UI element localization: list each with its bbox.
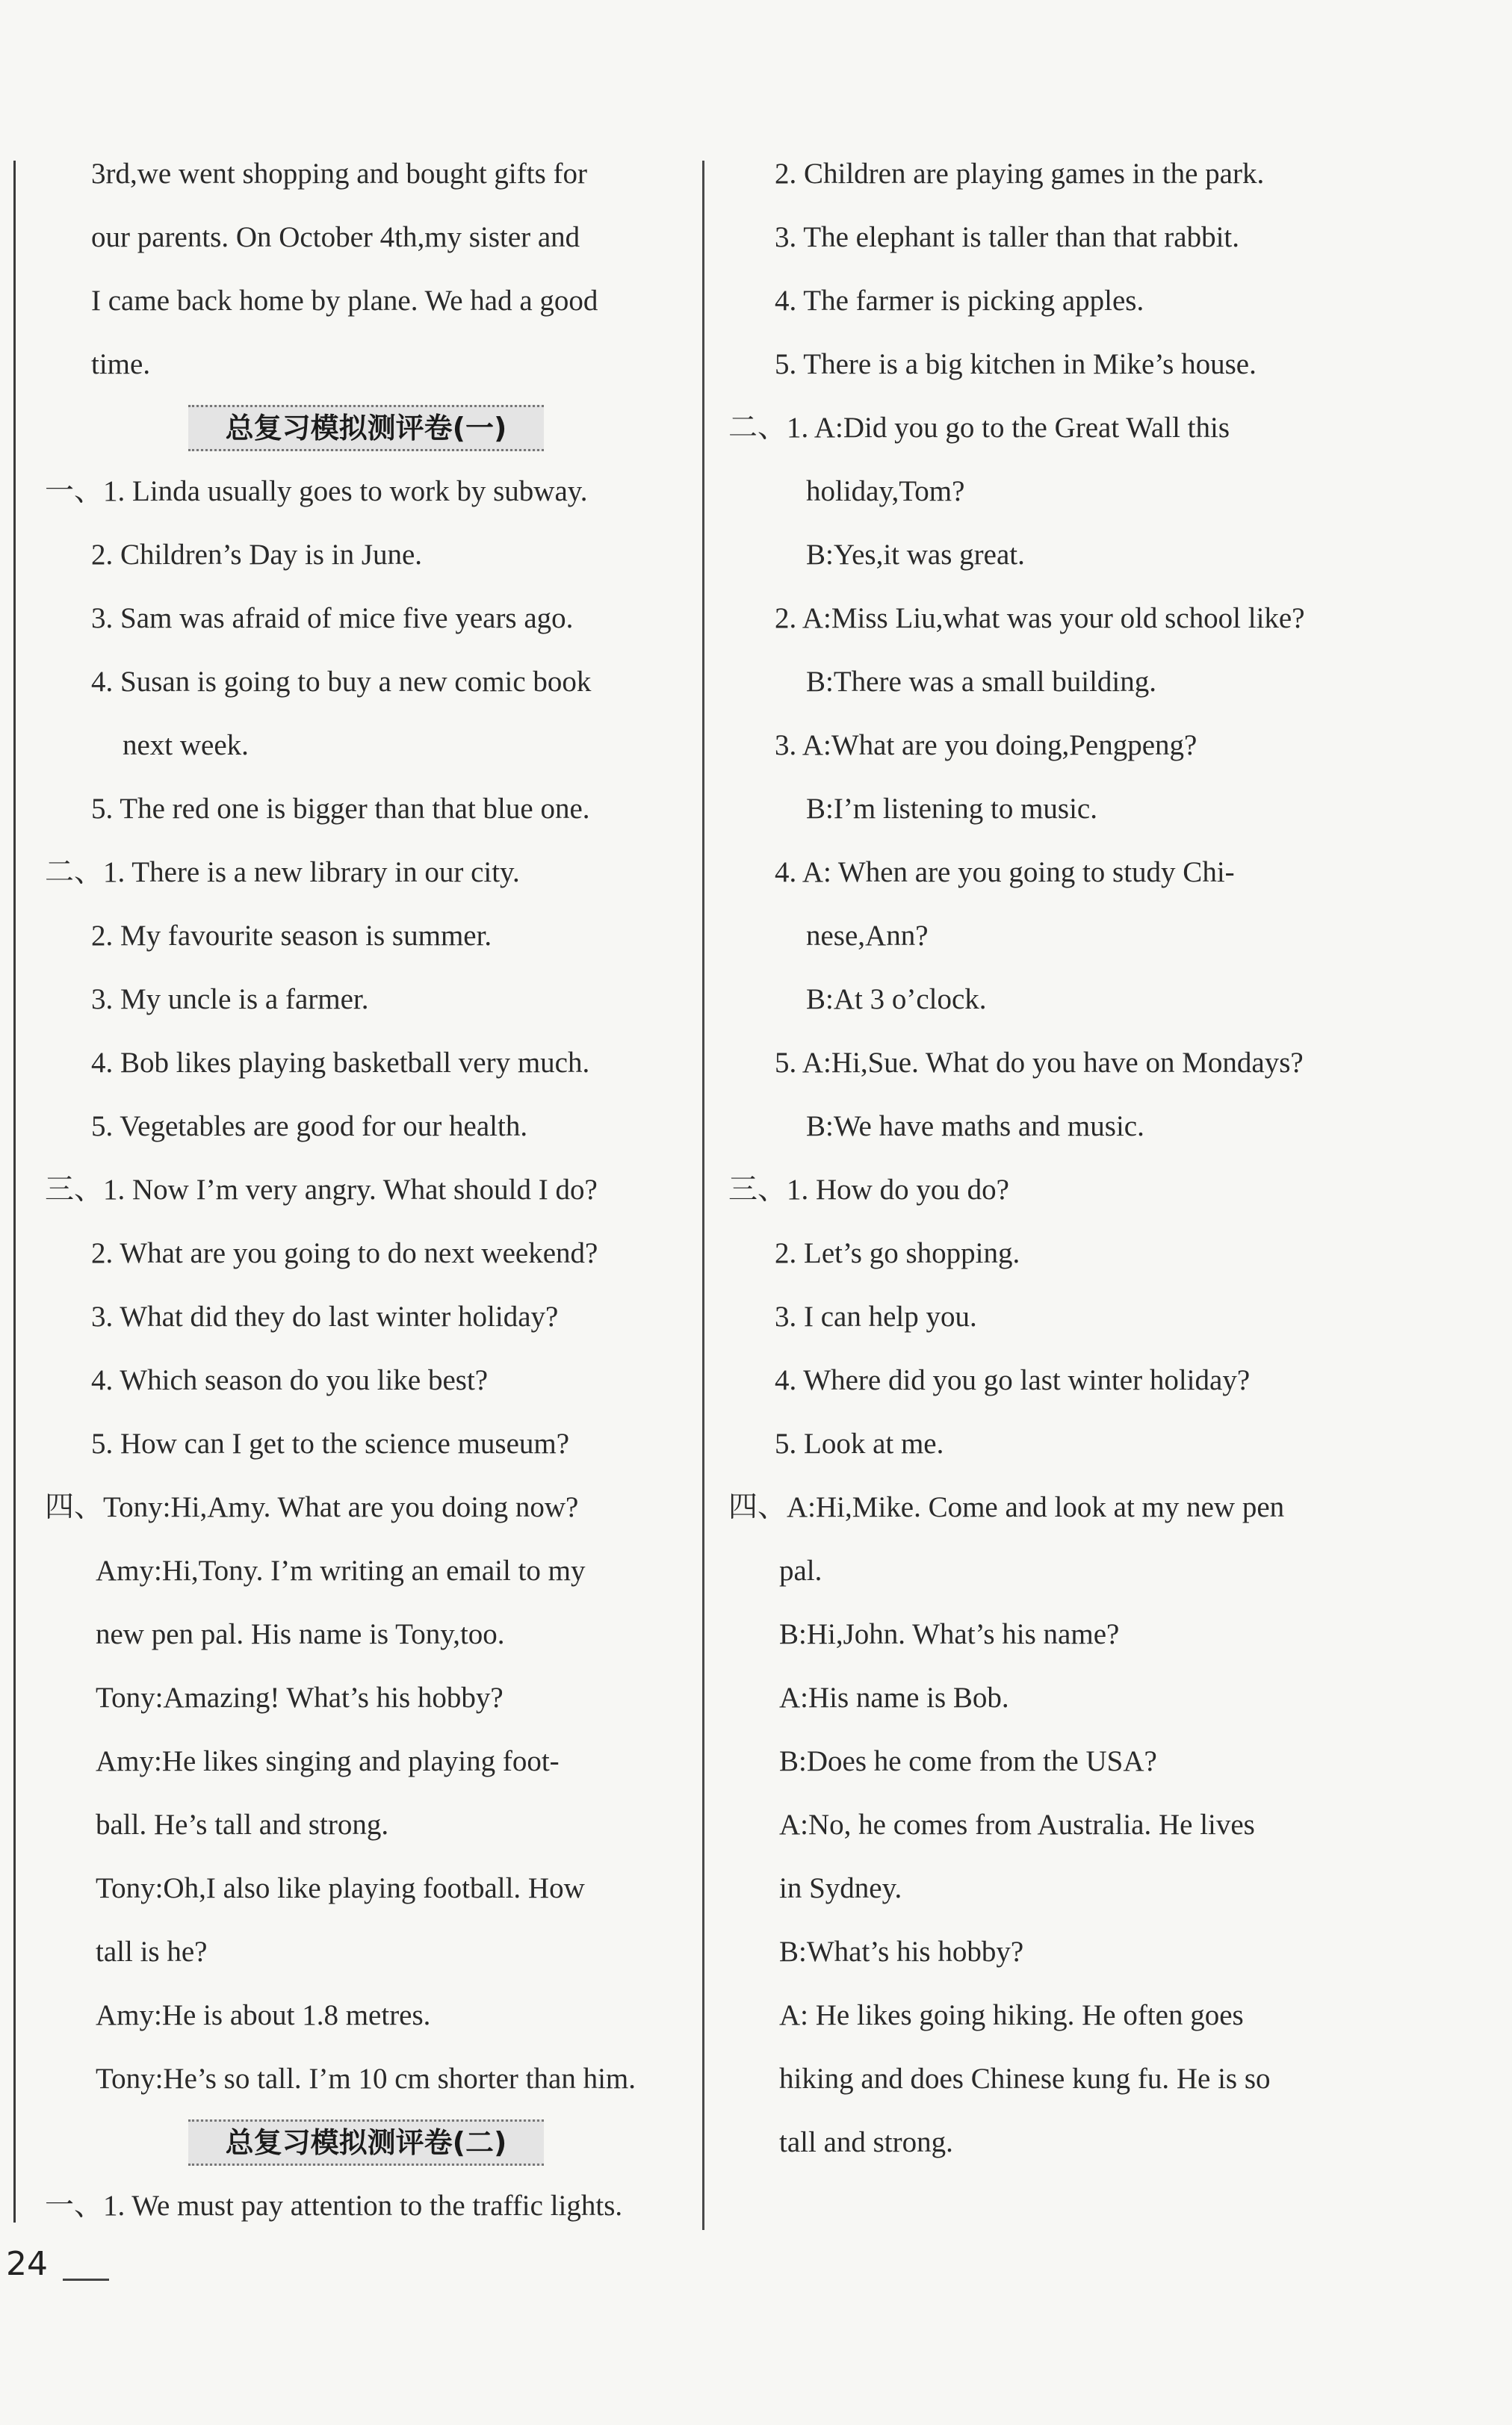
answer-text: 3. My uncle is a farmer.	[91, 983, 369, 1015]
answer-line	[45, 1348, 687, 1412]
answer-line	[728, 1920, 1371, 1983]
answer-text: 4. A: When are you going to study Chi-	[775, 856, 1235, 888]
answer-line	[45, 142, 687, 205]
answer-text: 1. There is a new library in our city.	[103, 856, 520, 888]
answer-text: ball. He’s tall and strong.	[96, 1809, 389, 1841]
right-column	[728, 142, 1371, 2174]
answer-line	[45, 205, 687, 269]
answer-text: Amy:He is about 1.8 metres.	[96, 1999, 431, 2031]
answer-line	[45, 1475, 687, 1539]
answer-line	[728, 523, 1371, 586]
answer-line	[45, 840, 687, 904]
answer-text: 2. What are you going to do next weekend?	[91, 1237, 598, 1269]
section-number: 二、	[45, 856, 104, 888]
answer-line	[728, 2110, 1371, 2174]
answer-text: B:Does he come from the USA?	[779, 1745, 1157, 1777]
answer-text: 2. Children’s Day is in June.	[91, 539, 423, 571]
answer-line	[728, 1539, 1371, 1602]
answer-line	[728, 142, 1371, 205]
column-divider	[702, 161, 704, 2230]
answer-line	[728, 1094, 1371, 1158]
answer-line	[45, 1539, 687, 1602]
answer-line	[45, 523, 687, 586]
answer-text: Amy:He likes singing and playing foot-	[96, 1745, 560, 1777]
answer-line	[45, 1094, 687, 1158]
answer-text: B:I’m listening to music.	[806, 793, 1097, 825]
answer-text: Tony:He’s so tall. I’m 10 cm shorter than him.	[96, 2063, 636, 2095]
answer-line	[728, 1158, 1371, 1221]
answer-line	[728, 1856, 1371, 1920]
answer-line	[45, 269, 687, 332]
answer-line	[45, 650, 687, 713]
answer-text: 1. How do you do?	[787, 1174, 1009, 1206]
answer-line	[728, 396, 1371, 459]
answer-text: A: He likes going hiking. He often goes	[779, 1999, 1244, 2031]
section-number: 一、	[45, 2190, 104, 2222]
answer-line	[45, 1285, 687, 1348]
answer-line	[728, 269, 1371, 332]
answer-text: 3. The elephant is taller than that rabbit.	[775, 221, 1240, 253]
answer-line	[45, 1412, 687, 1475]
answer-text: Amy:Hi,Tony. I’m writing an email to my	[96, 1555, 586, 1587]
answer-text: 4. Susan is going to buy a new comic book	[91, 666, 592, 698]
left-margin-rule	[13, 161, 16, 2223]
answer-line	[45, 332, 687, 396]
section-number: 三、	[728, 1174, 787, 1206]
answer-line	[728, 840, 1371, 904]
section-heading	[45, 2110, 687, 2174]
answer-line	[728, 967, 1371, 1031]
answer-text: new pen pal. His name is Tony,too.	[96, 1618, 505, 1650]
answer-text: 3. A:What are you doing,Pengpeng?	[775, 729, 1197, 761]
answer-text: tall is he?	[96, 1936, 208, 1968]
answer-line	[728, 1412, 1371, 1475]
answer-line	[728, 1983, 1371, 2047]
answer-text: B:Hi,John. What’s his name?	[779, 1618, 1120, 1650]
answer-line	[728, 1602, 1371, 1666]
section-number: 四、	[728, 1491, 787, 1523]
left-column	[45, 142, 687, 2237]
answer-line	[728, 1031, 1371, 1094]
answer-line	[728, 1666, 1371, 1729]
answer-line	[45, 1920, 687, 1983]
answer-text: B:At 3 o’clock.	[806, 983, 987, 1015]
answer-text: I came back home by plane. We had a good	[91, 285, 598, 317]
answer-text: time.	[91, 348, 151, 380]
answer-line	[45, 1031, 687, 1094]
answer-line	[45, 1729, 687, 1793]
answer-text: 2. A:Miss Liu,what was your old school like?	[775, 602, 1305, 634]
answer-line	[728, 459, 1371, 523]
answer-line	[728, 1285, 1371, 1348]
answer-text: A:Hi,Mike. Come and look at my new pen	[787, 1491, 1285, 1523]
answer-text: 5. How can I get to the science museum?	[91, 1428, 570, 1460]
answer-line	[45, 1856, 687, 1920]
answer-line	[45, 1158, 687, 1221]
answer-text: 1. Linda usually goes to work by subway.	[103, 475, 588, 507]
answer-line	[45, 1666, 687, 1729]
answer-text: 4. The farmer is picking apples.	[775, 285, 1144, 317]
answer-text: B:There was a small building.	[806, 666, 1156, 698]
answer-text: 3. What did they do last winter holiday?	[91, 1301, 559, 1333]
answer-text: 4. Where did you go last winter holiday?	[775, 1364, 1251, 1396]
answer-text: 5. Look at me.	[775, 1428, 944, 1460]
section-number: 四、	[45, 1491, 104, 1523]
answer-text: 5. Vegetables are good for our health.	[91, 1110, 528, 1142]
answer-line	[728, 2047, 1371, 2110]
answer-line	[728, 332, 1371, 396]
answer-line	[45, 586, 687, 650]
answer-text: 4. Bob likes playing basketball very much.	[91, 1047, 590, 1079]
answer-line	[728, 1793, 1371, 1856]
answer-line	[728, 205, 1371, 269]
answer-text: Tony:Oh,I also like playing football. How	[96, 1872, 585, 1904]
section-number: 二、	[728, 412, 787, 444]
answer-text: 1. A:Did you go to the Great Wall this	[787, 412, 1230, 444]
answer-line	[45, 459, 687, 523]
answer-line	[45, 1221, 687, 1285]
answer-line	[45, 777, 687, 840]
answer-line	[45, 2174, 687, 2237]
answer-text: 5. There is a big kitchen in Mike’s house.	[775, 348, 1257, 380]
section-heading-text: 总复习模拟测评卷(二)	[188, 2119, 545, 2166]
answer-line	[45, 1983, 687, 2047]
answer-text: our parents. On October 4th,my sister and	[91, 221, 580, 253]
answer-line	[728, 650, 1371, 713]
answer-text: 3. Sam was afraid of mice five years ago.	[91, 602, 574, 634]
answer-line	[45, 1602, 687, 1666]
page-number-dash	[63, 2279, 109, 2281]
section-heading-text: 总复习模拟测评卷(一)	[188, 405, 545, 451]
answer-line	[728, 1729, 1371, 1793]
answer-text: B:We have maths and music.	[806, 1110, 1144, 1142]
answer-text: pal.	[779, 1555, 822, 1587]
answer-text: A:No, he comes from Australia. He lives	[779, 1809, 1255, 1841]
answer-text: Tony:Hi,Amy. What are you doing now?	[103, 1491, 579, 1523]
answer-text: 3. I can help you.	[775, 1301, 977, 1333]
page-number: 24	[6, 2245, 48, 2283]
answer-text: 5. A:Hi,Sue. What do you have on Mondays?	[775, 1047, 1304, 1079]
answer-text: 1. We must pay attention to the traffic lights.	[103, 2190, 623, 2222]
answer-text: 2. My favourite season is summer.	[91, 920, 492, 952]
answer-line	[728, 713, 1371, 777]
answer-line	[45, 1793, 687, 1856]
answer-line	[728, 777, 1371, 840]
answer-text: 5. The red one is bigger than that blue one.	[91, 793, 590, 825]
answer-text: hiking and does Chinese kung fu. He is so	[779, 2063, 1271, 2095]
answer-text: 2. Children are playing games in the park.	[775, 158, 1265, 190]
answer-text: 2. Let’s go shopping.	[775, 1237, 1020, 1269]
section-heading	[45, 396, 687, 459]
answer-text: B:Yes,it was great.	[806, 539, 1025, 571]
answer-line	[728, 1475, 1371, 1539]
answer-text: A:His name is Bob.	[779, 1682, 1009, 1714]
answer-text: Tony:Amazing! What’s his hobby?	[96, 1682, 504, 1714]
answer-text: nese,Ann?	[806, 920, 929, 952]
answer-text: in Sydney.	[779, 1872, 902, 1904]
answer-text: next week.	[123, 729, 249, 761]
answer-line	[728, 1348, 1371, 1412]
section-number: 一、	[45, 475, 104, 507]
answer-text: tall and strong.	[779, 2126, 953, 2158]
answer-text: 4. Which season do you like best?	[91, 1364, 489, 1396]
answer-line	[728, 904, 1371, 967]
answer-line	[45, 904, 687, 967]
answer-line	[45, 2047, 687, 2110]
answer-line	[45, 713, 687, 777]
section-number: 三、	[45, 1174, 104, 1206]
answer-text: B:What’s his hobby?	[779, 1936, 1024, 1968]
answer-text: 3rd,we went shopping and bought gifts for	[91, 158, 587, 190]
answer-text: holiday,Tom?	[806, 475, 965, 507]
answer-line	[728, 1221, 1371, 1285]
answer-text: 1. Now I’m very angry. What should I do?	[103, 1174, 598, 1206]
answer-line	[728, 586, 1371, 650]
answer-line	[45, 967, 687, 1031]
